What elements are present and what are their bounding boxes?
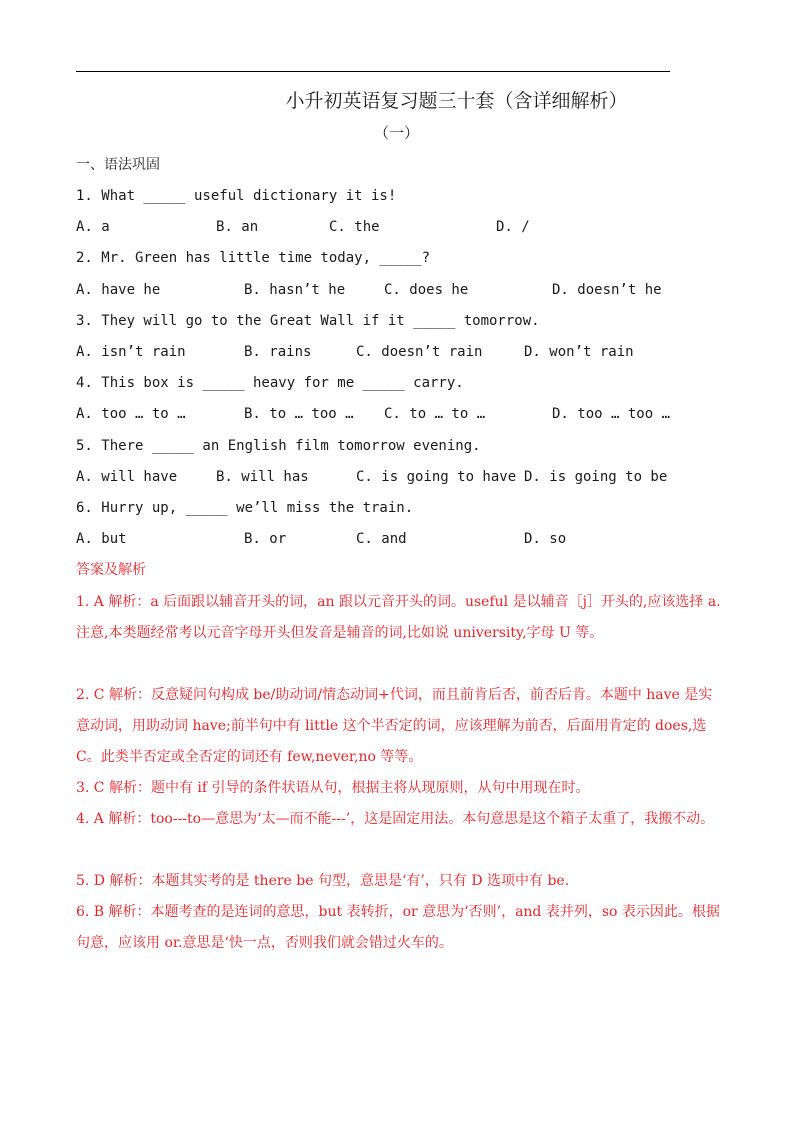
question-5: 5. There _____ an English film tomorrow evening. xyxy=(76,438,481,454)
q1-option-a: A. a xyxy=(76,219,110,235)
page-title: 小升初英语复习题三十套（含详细解析） xyxy=(285,90,628,112)
answers-heading: 答案及解析 xyxy=(76,562,146,578)
answer-3: 3. C 解析：题中有 if 引导的条件状语从句，根据主将从现原则，从句中用现在时。 xyxy=(76,780,590,796)
answer-2: 2. C 解析：反意疑问句构成 be/助动词/情态动词+代词，而且前肯后否，前否后肯。本题中 have 是实意动词，用助动词 have;前半句中有 little 这个半否定的词，应该理解为前否，后面用肯定的 does,选 C。此类半否定或全否定的词还有 few,never,no 等等。 xyxy=(76,687,713,765)
q3-option-c: C. doesn’t rain xyxy=(356,344,483,360)
question-1: 1. What _____ useful dictionary it is! xyxy=(76,188,397,204)
question-3: 3. They will go to the Great Wall if it _____ tomorrow. xyxy=(76,313,540,329)
section-heading: 一、语法巩固 xyxy=(76,157,160,173)
q6-option-a: A. but xyxy=(76,531,127,547)
q1-option-d: D. / xyxy=(496,219,530,235)
q3-option-d: D. won’t rain xyxy=(524,344,634,360)
q1-option-c: C. the xyxy=(329,219,380,235)
q3-option-a: A. isn’t rain xyxy=(76,344,186,360)
q5-option-c: C. is going to have xyxy=(356,469,517,485)
q1-option-b: B. an xyxy=(216,219,259,235)
q2-option-a: A. have he xyxy=(76,282,161,298)
question-2: 2. Mr. Green has little time today, _____? xyxy=(76,250,431,266)
q6-option-c: C. and xyxy=(356,531,407,547)
q4-option-a: A. too … to … xyxy=(76,406,186,422)
q4-option-c: C. to … to … xyxy=(384,406,486,422)
question-4: 4. This box is _____ heavy for me _____ carry. xyxy=(76,375,464,391)
q5-option-b: B. will has xyxy=(216,469,309,485)
q5-option-a: A. will have xyxy=(76,469,178,485)
answer-6: 6. B 解析：本题考查的是连词的意思，but 表转折，or 意思为‘否则’，and 表并列，so 表示因此。根据句意，应该用 or.意思是‘快一点，否则我们就会错过火车的。 xyxy=(76,904,720,951)
q3-option-b: B. rains xyxy=(244,344,312,360)
answer-4: 4. A 解析：too---to—意思为‘太—而不能---’，这是固定用法。本句意思是这个箱子太重了，我搬不动。 xyxy=(76,811,715,827)
question-6: 6. Hurry up, _____ we’ll miss the train. xyxy=(76,500,414,516)
answer-5: 5. D 解析：本题其实考的是 there be 句型，意思是‘有’，只有 D 选项中有 be. xyxy=(76,873,570,889)
q2-option-b: B. hasn’t he xyxy=(244,282,346,298)
answer-1: 1. A 解析：a 后面跟以辅音开头的词，an 跟以元音开头的词。useful 是以辅音［j］开头的,应该选择 a. 注意,本类题经常考以元音字母开头但发音是辅音的词,比如说 university,字母 U 等。 xyxy=(76,594,721,641)
q5-option-d: D. is going to be xyxy=(524,469,668,485)
page-subtitle: （一） xyxy=(373,124,419,142)
q2-option-d: D. doesn’t he xyxy=(552,282,662,298)
q4-option-b: B. to … too … xyxy=(244,406,354,422)
q2-option-c: C. does he xyxy=(384,282,469,298)
header-rule xyxy=(76,71,670,72)
q6-option-b: B. or xyxy=(244,531,287,547)
q6-option-d: D. so xyxy=(524,531,567,547)
q4-option-d: D. too … too … xyxy=(552,406,671,422)
